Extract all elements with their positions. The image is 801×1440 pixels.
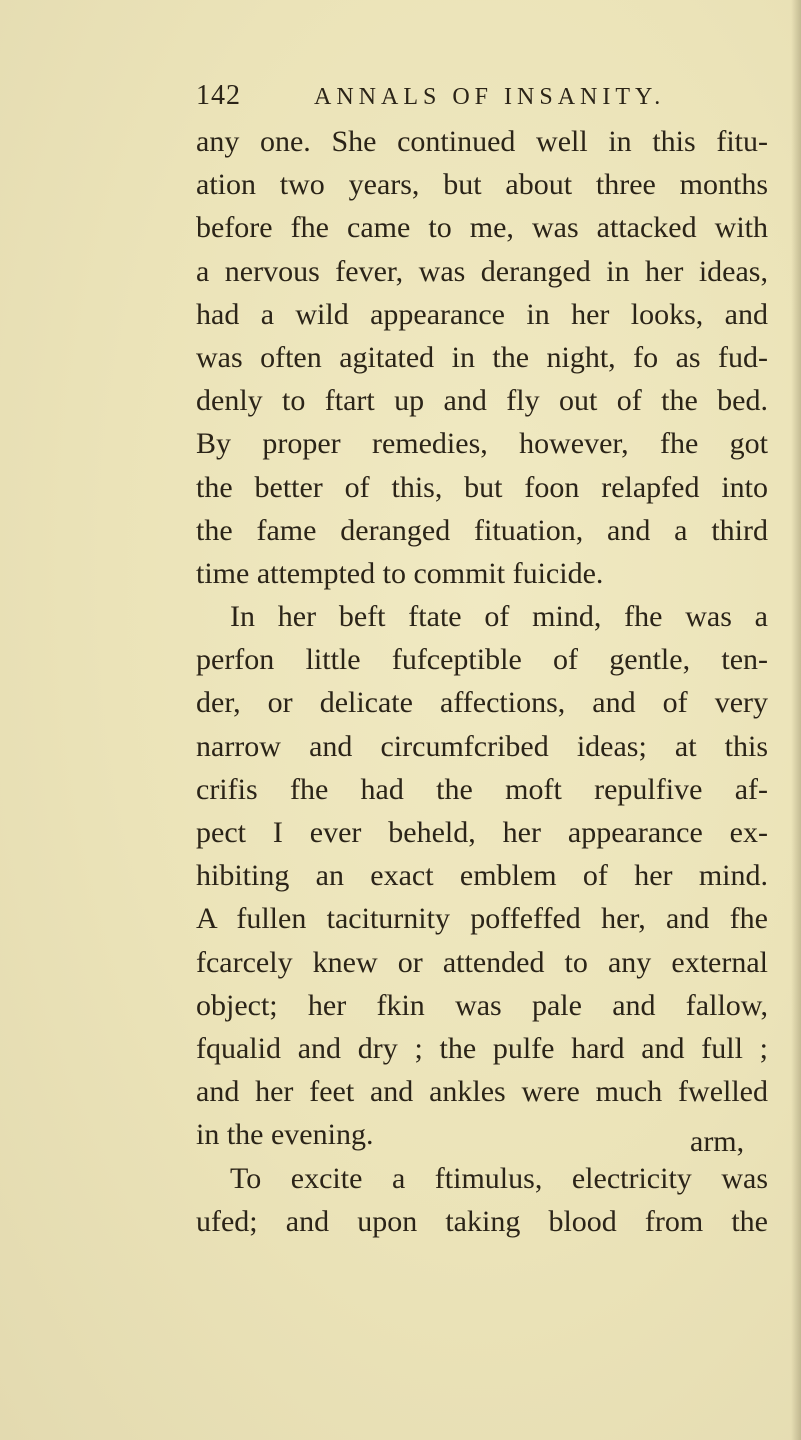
text-line: pect I ever beheld, her appearance ex- <box>196 816 768 849</box>
page-edge-shadow <box>791 0 801 1440</box>
text-line: By proper remedies, however, fhe got <box>196 427 768 461</box>
text-line: In her beft ftate of mind, fhe was a <box>230 600 768 634</box>
text-line: any one. She continued well in this fitu- <box>196 125 768 158</box>
text-line: was often agitated in the night, fo as fud- <box>196 340 768 374</box>
text-line: denly to ftart up and fly out of the bed. <box>196 384 768 418</box>
text-line: ufed; and upon taking blood from the <box>196 1204 768 1238</box>
text-line: before fhe came to me, was attacked with <box>196 211 768 245</box>
text-line: a nervous fever, was deranged in her ideas, <box>196 254 768 288</box>
text-line: perfon little fufceptible of gentle, ten- <box>196 643 768 677</box>
text-line: in the evening. <box>196 1118 374 1152</box>
text-line: fcarcely knew or attended to any external <box>196 945 768 979</box>
catchword: arm, <box>690 1125 745 1158</box>
text-line: A fullen taciturnity poffeffed her, and fhe <box>196 902 768 936</box>
text-line: object; her fkin was pale and fallow, <box>196 988 768 1022</box>
running-head <box>196 80 686 114</box>
text-line: the fame deranged fituation, and a third <box>196 513 768 547</box>
text-line: To excite a ftimulus, electricity was <box>230 1161 768 1195</box>
text-line: ation two years, but about three months <box>196 168 768 202</box>
text-line: crifis fhe had the moft repulfive af- <box>196 772 768 806</box>
text-line: and her feet and ankles were much fwelled <box>196 1075 768 1109</box>
text-line: hibiting an exact emblem of her mind. <box>196 859 768 893</box>
text-line: fqualid and dry ; the pulfe hard and full ; <box>196 1031 768 1065</box>
text-line: time attempted to commit fuicide. <box>196 556 604 590</box>
body-text <box>196 120 768 1243</box>
running-head-title: ANNALS OF INSANITY. <box>314 84 666 110</box>
text-line: narrow and circumfcribed ideas; at this <box>196 729 768 763</box>
page-number: 142 <box>196 80 241 111</box>
text-line: der, or delicate affections, and of very <box>196 686 768 720</box>
text-line: had a wild appearance in her looks, and <box>196 297 768 331</box>
text-line: the better of this, but foon relapfed into <box>196 470 768 504</box>
